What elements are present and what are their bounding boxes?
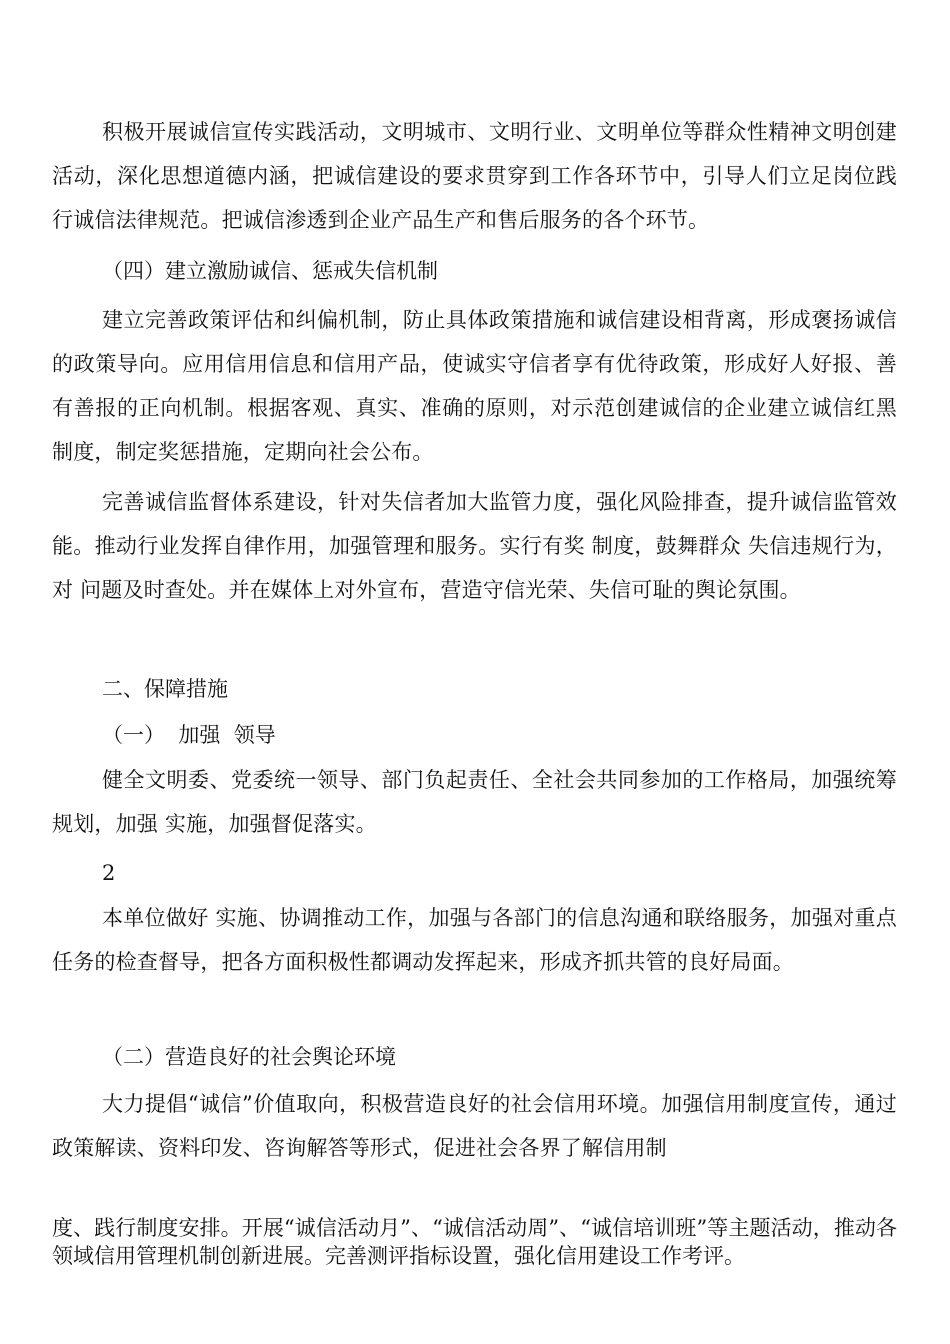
paragraph-credit-environment: 大力提倡“诚信”价值取向，积极营造良好的社会信用环境。加强信用制度宣传，通过政策解读、资料印发、咨询解答等形式，促进社会各界了解信用制 <box>52 1092 897 1160</box>
paragraph-work-structure: 健全文明委、党委统一领导、部门负起责任、全社会共同参加的工作格局，加强统筹规划，加强 实施，加强督促落实。 <box>52 768 897 836</box>
page-number: 2 <box>102 861 116 885</box>
section-heading-safeguards: 二、保障措施 <box>102 677 228 701</box>
paragraph-unit-coordination: 本单位做好 实施、协调推动工作，加强与各部门的信息沟通和联络服务，加强对重点任务的检查督导，把各方面积极性都调动发挥起来，形成齐抓共管的良好局面。 <box>52 906 897 974</box>
paragraph-supervision-system: 完善诚信监督体系建设，针对失信者加大监管力度，强化风险排查，提升诚信监管效能。推动行业发挥自律作用，加强管理和服务。实行有奖 制度，鼓舞群众 失信违规行为，对 问题及时查处。并在媒体上对外宣布，营造守信光荣、失信可耻的舆论氛围。 <box>52 490 897 602</box>
subsection-heading-public-opinion: （二）营造良好的社会舆论环境 <box>102 1045 396 1069</box>
paragraph-policy-evaluation: 建立完善政策评估和纠偏机制，防止具体政策措施和诚信建设相背离，形成褒扬诚信的政策导向。应用信用信息和信用产品，使诚实守信者享有优待政策，形成好人好报、善有善报的正向机制。根据客观、真实、准确的原则，对示范创建诚信的企业建立诚信红黑 制度，制定奖惩措施，定期向社会公布。 <box>52 308 897 464</box>
paragraph-civic-integrity-activities: 积极开展诚信宣传实践活动，文明城市、文明行业、文明单位等群众性精神文明创建活动，深化思想道德内涵，把诚信建设的要求贯穿到工作各环节中，引导人们立足岗位践行诚信法律规范。把诚信渗透到企业产品生产和售后服务的各个环节。 <box>52 120 897 232</box>
paragraph-integrity-themed-activities: 度、践行制度安排。开展“诚信活动月”、“诚信活动周”、“诚信培训班”等主题活动，推动各领域信用管理机制创新进展。完善测评指标设置，强化信用建设工作考评。 <box>52 1216 897 1268</box>
section-heading-incentive-mechanism: （四）建立激励诚信、惩戒失信机制 <box>102 259 438 283</box>
subsection-heading-leadership: （一） 加强 领导 <box>102 723 276 747</box>
